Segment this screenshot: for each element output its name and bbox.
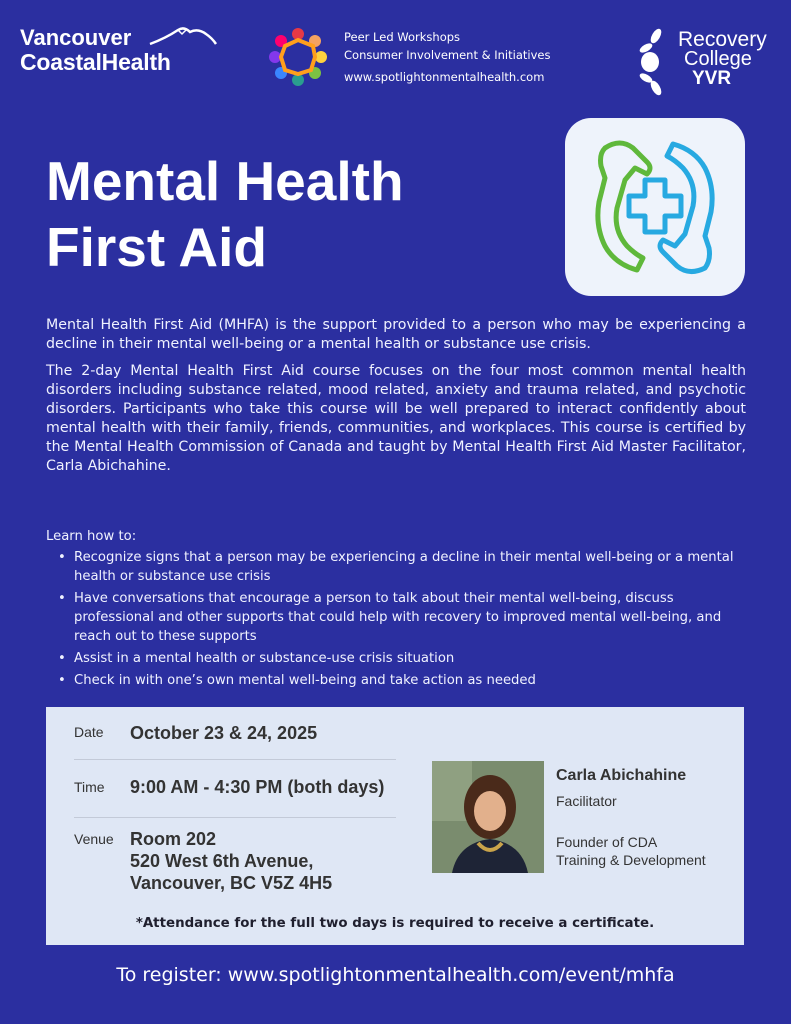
recovery-college-logo <box>636 24 781 96</box>
learn-list <box>46 548 746 690</box>
venue-line2: 520 West 6th Avenue, <box>130 851 314 871</box>
list-item-text: Assist in a mental health or substance-use crisis situation <box>74 651 455 666</box>
rc-line1: Recovery <box>678 28 767 51</box>
spotlight-line1: Peer Led Workshops <box>344 30 461 44</box>
facilitator-org <box>556 833 736 869</box>
venue-line3: Vancouver, BC V5Z 4H5 <box>130 873 333 893</box>
date-label: Date <box>74 724 104 740</box>
spotlight-line2: Consumer Involvement & Initiatives <box>344 48 551 62</box>
bullet-icon: • <box>58 550 66 565</box>
time-label: Time <box>74 779 105 795</box>
facilitator-role: Facilitator <box>556 793 617 809</box>
list-item-text: Recognize signs that a person may be experiencing a decline in their mental well-being or a mental health or substance use crisis <box>74 550 734 584</box>
attendance-note: *Attendance for the full two days is required to receive a certificate. <box>135 916 655 931</box>
divider <box>74 759 396 760</box>
vch-logo-line2: CoastalHealth <box>20 49 171 75</box>
page-title <box>46 148 404 280</box>
bullet-icon: • <box>58 651 66 666</box>
list-item-text: Have conversations that encourage a person to talk about their mental well-being, discuss professional and other supports that could help with recovery to improved mental well-being, and reach out to these supports <box>74 591 722 644</box>
intro-text <box>46 316 746 484</box>
bullet-icon: • <box>58 591 66 606</box>
venue-line1: Room 202 <box>130 829 217 849</box>
date-value: October 23 & 24, 2025 <box>130 723 318 743</box>
venue-label: Venue <box>74 831 114 847</box>
intro-paragraph-2: The 2-day Mental Health First Aid course focuses on the four most common mental health disorders including substance related, mood related, anxiety and trauma related, and psychotic disorders. Participants who take this course will be well prepared to interact confidently about mental health with their family, friends, communities, and workplaces. This course is certified by the Mental Health Commission of Canada and taught by Mental Health First Aid Master Facilitator, Carla Abichahine. <box>46 363 746 474</box>
register-link[interactable]: To register: www.spotlightonmentalhealth.com/event/mhfa <box>116 964 675 986</box>
list-item <box>46 649 746 668</box>
bullet-icon: • <box>58 673 66 688</box>
facilitator-org-line1: Founder of CDA <box>556 834 658 850</box>
mountain-icon <box>148 24 218 46</box>
facilitator-name: Carla Abichahine <box>556 767 687 784</box>
learn-heading: Learn how to: <box>46 529 137 544</box>
rc-line2: College <box>684 48 752 70</box>
facilitator-org-line2: Training & Development <box>556 852 706 868</box>
title-line2: First Aid <box>46 216 268 278</box>
spotlight-url[interactable]: www.spotlightonmentalhealth.com <box>344 70 545 84</box>
facilitator-photo <box>432 761 544 873</box>
list-item <box>46 589 746 646</box>
rc-line3: YVR <box>692 68 732 89</box>
learn-section <box>46 527 746 693</box>
list-item <box>46 548 746 586</box>
vch-logo-line1: Vancouver <box>20 25 132 50</box>
hands-cross-icon <box>565 118 745 296</box>
divider <box>74 817 396 818</box>
vancouver-coastal-health-logo <box>20 26 171 74</box>
intro-paragraph-1: Mental Health First Aid (MHFA) is the support provided to a person who may be experiencing a decline in their mental well-being or a mental health or substance use crisis. <box>46 317 746 352</box>
list-item <box>46 671 746 690</box>
header <box>0 0 791 110</box>
time-value: 9:00 AM - 4:30 PM (both days) <box>130 777 385 797</box>
spotlight-logo <box>265 24 331 90</box>
title-line1: Mental Health <box>46 150 404 212</box>
list-item-text: Check in with one’s own mental well-being and take action as needed <box>74 673 536 688</box>
spotlight-text <box>344 28 550 86</box>
event-info-panel <box>46 707 744 945</box>
